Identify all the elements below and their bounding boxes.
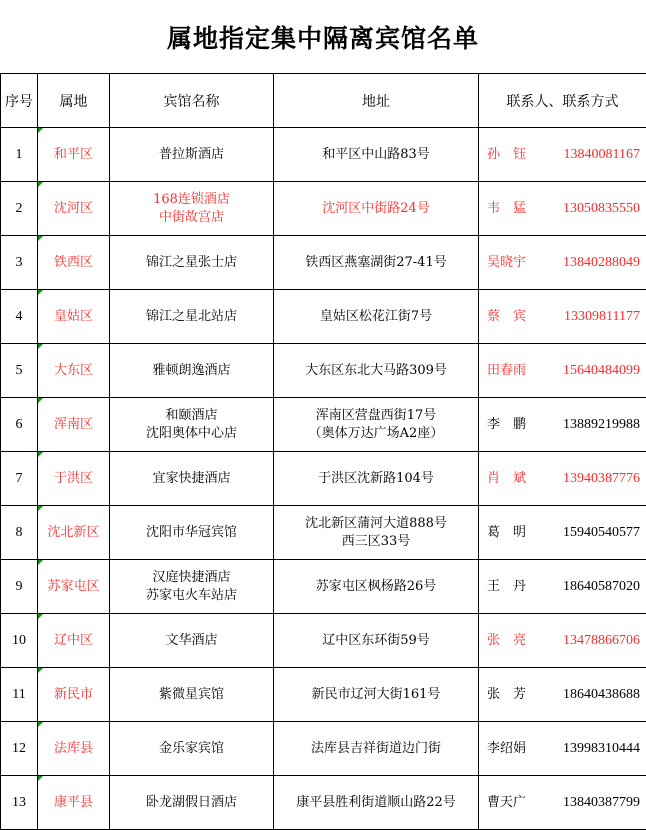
cell-hotel[interactable] (110, 344, 274, 398)
cell-contact[interactable] (479, 452, 646, 506)
hotel-name-line: 紫微星宾馆 (110, 686, 273, 704)
cell-seq[interactable]: 5 (1, 344, 38, 398)
contact-phone: 15940540577 (563, 524, 640, 542)
cell-contact[interactable] (479, 344, 646, 398)
cell-district[interactable]: 苏家屯区 (38, 560, 110, 614)
cell-address[interactable] (274, 344, 479, 398)
address-line: 法库县吉祥街道边门街 (274, 740, 478, 758)
cell-district[interactable]: 和平区 (38, 128, 110, 182)
contact-name: 张 亮 (487, 632, 526, 650)
table-row (1, 182, 646, 236)
contact-phone: 13840081167 (564, 146, 640, 164)
cell-hotel[interactable] (110, 128, 274, 182)
cell-district[interactable]: 于洪区 (38, 452, 110, 506)
cell-contact[interactable] (479, 722, 646, 776)
header-row (1, 74, 646, 128)
contact-phone: 13940387776 (563, 470, 640, 488)
hotel-name-line: 168连锁酒店 (110, 191, 273, 209)
cell-address[interactable] (274, 182, 479, 236)
contact-info (479, 308, 646, 326)
cell-address[interactable] (274, 776, 479, 830)
address-line: 皇姑区松花江街7号 (274, 308, 478, 326)
cell-hotel[interactable] (110, 668, 274, 722)
cell-address[interactable] (274, 128, 479, 182)
contact-phone: 18640438688 (563, 686, 640, 704)
cell-contact[interactable] (479, 290, 646, 344)
cell-address[interactable] (274, 560, 479, 614)
address-line: 于洪区沈新路104号 (274, 470, 478, 488)
hotel-name-line: 沈阳市华冠宾馆 (110, 524, 273, 542)
cell-address[interactable] (274, 398, 479, 452)
table-row (1, 128, 646, 182)
hotel-name-line: 锦江之星北站店 (110, 308, 273, 326)
cell-seq[interactable]: 4 (1, 290, 38, 344)
cell-seq[interactable]: 9 (1, 560, 38, 614)
table-row (1, 560, 646, 614)
cell-contact[interactable] (479, 776, 646, 830)
contact-info (479, 200, 646, 218)
cell-seq[interactable]: 13 (1, 776, 38, 830)
hotel-name-line: 和颐酒店 (110, 407, 273, 425)
contact-info (479, 524, 646, 542)
hotel-name-line: 锦江之星张士店 (110, 254, 273, 272)
contact-info (479, 362, 646, 380)
cell-seq[interactable]: 10 (1, 614, 38, 668)
hotel-name-line: 普拉斯酒店 (110, 146, 273, 164)
cell-address[interactable] (274, 722, 479, 776)
cell-address[interactable] (274, 506, 479, 560)
hotel-name-line: 宜家快捷酒店 (110, 470, 273, 488)
cell-hotel[interactable] (110, 398, 274, 452)
cell-district[interactable]: 辽中区 (38, 614, 110, 668)
cell-seq[interactable]: 12 (1, 722, 38, 776)
contact-name: 吴晓宇 (487, 254, 526, 272)
contact-name: 李 鹏 (487, 416, 526, 434)
contact-name: 王 丹 (487, 578, 526, 596)
address-line: 浑南区营盘西街17号 (274, 407, 478, 425)
contact-name: 蔡 宾 (487, 308, 526, 326)
cell-seq[interactable]: 2 (1, 182, 38, 236)
cell-hotel[interactable] (110, 776, 274, 830)
address-line: 和平区中山路83号 (274, 146, 478, 164)
cell-district[interactable]: 沈河区 (38, 182, 110, 236)
cell-seq[interactable]: 11 (1, 668, 38, 722)
cell-seq[interactable]: 1 (1, 128, 38, 182)
hotel-name-line: 沈阳奥体中心店 (110, 425, 273, 443)
cell-seq[interactable]: 7 (1, 452, 38, 506)
cell-address[interactable] (274, 668, 479, 722)
table-row (1, 398, 646, 452)
contact-phone: 15640484099 (563, 362, 640, 380)
cell-seq[interactable]: 6 (1, 398, 38, 452)
cell-contact[interactable] (479, 506, 646, 560)
cell-hotel[interactable] (110, 236, 274, 290)
cell-hotel[interactable] (110, 506, 274, 560)
table-row (1, 290, 646, 344)
cell-hotel[interactable] (110, 614, 274, 668)
hotel-name-line: 文华酒店 (110, 632, 273, 650)
table-row (1, 344, 646, 398)
cell-hotel[interactable] (110, 722, 274, 776)
contact-info (479, 794, 646, 812)
contact-info (479, 740, 646, 758)
table-row (1, 668, 646, 722)
cell-seq[interactable]: 8 (1, 506, 38, 560)
cell-district[interactable]: 新民市 (38, 668, 110, 722)
cell-district[interactable]: 沈北新区 (38, 506, 110, 560)
contact-phone: 13840288049 (563, 254, 640, 272)
contact-name: 李绍娟 (487, 740, 526, 758)
cell-address[interactable] (274, 614, 479, 668)
cell-district[interactable]: 大东区 (38, 344, 110, 398)
address-line: 铁西区燕塞湖街27-41号 (274, 254, 478, 272)
cell-seq[interactable]: 3 (1, 236, 38, 290)
table-row (1, 236, 646, 290)
header-hotel[interactable]: 宾馆名称 (110, 74, 274, 128)
contact-info (479, 632, 646, 650)
contact-phone: 18640587020 (563, 578, 640, 596)
cell-hotel[interactable] (110, 290, 274, 344)
hotel-name-line: 金乐家宾馆 (110, 740, 273, 758)
table-row (1, 506, 646, 560)
contact-name: 葛 明 (487, 524, 526, 542)
contact-name: 肖 斌 (487, 470, 526, 488)
cell-district[interactable]: 皇姑区 (38, 290, 110, 344)
contact-phone: 13840387799 (563, 794, 640, 812)
hotel-name-line: 卧龙湖假日酒店 (110, 794, 273, 812)
contact-phone: 13998310444 (563, 740, 640, 758)
header-address[interactable]: 地址 (274, 74, 479, 128)
contact-phone: 13889219988 (563, 416, 640, 434)
cell-address[interactable] (274, 290, 479, 344)
address-line: 沈北新区蒲河大道888号 (274, 515, 478, 533)
hotel-name-line: 苏家屯火车站店 (110, 587, 273, 605)
hotel-name-line: 中街故宫店 (110, 209, 273, 227)
contact-phone: 13478866706 (563, 632, 640, 650)
address-line: 康平县胜利街道顺山路22号 (274, 794, 478, 812)
contact-name: 韦 猛 (487, 200, 526, 218)
header-contact[interactable]: 联系人、联系方式 (479, 74, 646, 128)
cell-hotel[interactable] (110, 182, 274, 236)
address-line: 大东区东北大马路309号 (274, 362, 478, 380)
cell-address[interactable] (274, 236, 479, 290)
hotel-table (0, 73, 646, 830)
cell-district[interactable]: 法库县 (38, 722, 110, 776)
contact-info (479, 470, 646, 488)
contact-name: 张 芳 (487, 686, 526, 704)
cell-contact[interactable] (479, 236, 646, 290)
table-row (1, 722, 646, 776)
cell-district[interactable]: 浑南区 (38, 398, 110, 452)
cell-contact[interactable] (479, 128, 646, 182)
contact-info (479, 146, 646, 164)
address-line: 新民市辽河大街161号 (274, 686, 478, 704)
contact-info (479, 686, 646, 704)
address-line: 西三区33号 (274, 533, 478, 551)
contact-name: 田春雨 (487, 362, 526, 380)
cell-hotel[interactable] (110, 452, 274, 506)
cell-address[interactable] (274, 452, 479, 506)
cell-contact[interactable] (479, 398, 646, 452)
address-line: 沈河区中街路24号 (274, 200, 478, 218)
contact-info (479, 416, 646, 434)
contact-name: 曹天广 (487, 794, 526, 812)
cell-contact[interactable] (479, 668, 646, 722)
cell-hotel[interactable] (110, 560, 274, 614)
hotel-name-line: 雅顿朗逸酒店 (110, 362, 273, 380)
cell-contact[interactable] (479, 614, 646, 668)
contact-info (479, 254, 646, 272)
contact-name: 孙 钰 (487, 146, 526, 164)
cell-contact[interactable] (479, 560, 646, 614)
cell-district[interactable]: 铁西区 (38, 236, 110, 290)
cell-contact[interactable] (479, 182, 646, 236)
address-line: （奥体万达广场A2座） (274, 425, 478, 443)
table-row (1, 776, 646, 830)
table-row (1, 614, 646, 668)
contact-phone: 13050835550 (563, 200, 640, 218)
table-body (1, 128, 646, 830)
cell-district[interactable]: 康平县 (38, 776, 110, 830)
sheet-title: 属地指定集中隔离宾馆名单 (0, 0, 646, 74)
table-row (1, 452, 646, 506)
contact-phone: 13309811177 (564, 308, 640, 326)
header-seq[interactable]: 序号 (1, 74, 38, 128)
hotel-name-line: 汉庭快捷酒店 (110, 569, 273, 587)
address-line: 辽中区东环街59号 (274, 632, 478, 650)
address-line: 苏家屯区枫杨路26号 (274, 578, 478, 596)
header-district[interactable]: 属地 (38, 74, 110, 128)
contact-info (479, 578, 646, 596)
